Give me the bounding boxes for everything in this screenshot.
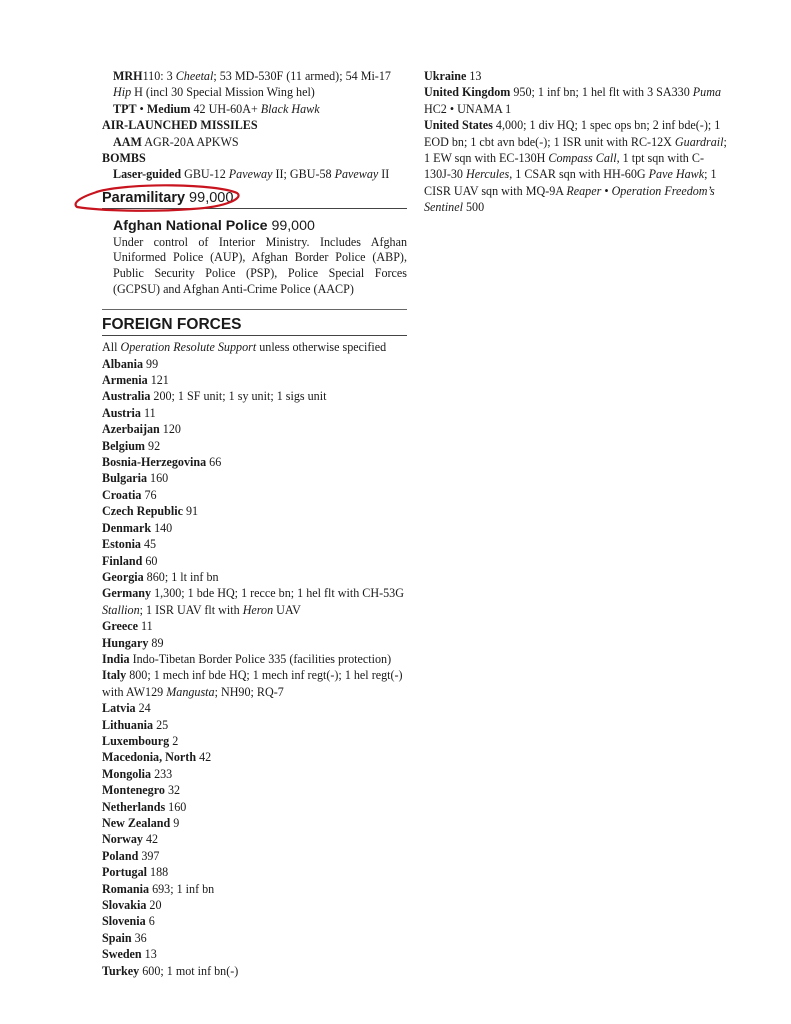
country-detail: 91: [182, 504, 199, 519]
country-detail: 42: [142, 832, 159, 847]
country-detail: Compass Call: [548, 151, 617, 166]
bombs-heading: BOMBS: [102, 151, 146, 166]
country-list-left: [102, 356, 407, 979]
country-entry: [102, 618, 407, 634]
country-detail: 950; 1 inf bn; 1 hel flt with 3 SA330: [510, 85, 693, 100]
country-name: Belgium: [102, 438, 146, 453]
country-detail: HC2 • UNAMA 1: [424, 101, 512, 116]
country-entry: [102, 520, 407, 536]
country-entry: [424, 84, 730, 117]
country-name: Latvia: [102, 701, 136, 716]
tpt-text-2: 42 UH-60A+: [190, 101, 261, 116]
country-entry: [102, 388, 407, 404]
country-entry: [102, 831, 407, 847]
mrh-text-1: 110: 3: [142, 69, 176, 83]
country-detail: 6: [145, 914, 155, 929]
country-name: Slovakia: [102, 898, 147, 913]
country-detail: 233: [151, 766, 173, 781]
country-name: Turkey: [102, 963, 140, 978]
country-name: Finland: [102, 553, 143, 568]
country-detail: 11: [138, 619, 153, 634]
country-detail: 66: [206, 455, 222, 470]
country-detail: ; 1 ISR UAV flt with: [139, 602, 243, 617]
paramilitary-label: Paramilitary: [102, 189, 186, 206]
country-detail: 160: [165, 799, 187, 814]
country-entry: [102, 881, 407, 897]
laser-italic-1: Paveway: [228, 167, 273, 182]
country-name: Netherlands: [102, 799, 166, 814]
country-entry: [102, 782, 407, 798]
country-detail: 600; 1 mot inf bn(-): [139, 963, 239, 978]
country-detail: 140: [151, 520, 173, 535]
country-detail: 45: [140, 537, 157, 552]
country-detail: 76: [141, 487, 157, 502]
country-entry: [102, 766, 407, 782]
paramilitary-heading: [102, 189, 407, 209]
country-entry: [102, 569, 407, 585]
country-name: Austria: [102, 405, 141, 420]
country-name: Sweden: [102, 947, 142, 962]
country-name: India: [102, 651, 130, 666]
anp-number: 99,000: [267, 217, 315, 234]
country-detail: 693; 1 inf bn: [149, 881, 215, 896]
country-entry: [102, 864, 407, 880]
country-entry: [102, 405, 407, 421]
country-detail: Operation Freedom’s Sentinel: [424, 183, 715, 215]
aam-entry: [102, 134, 407, 150]
mrh-italic-1: Cheetal: [175, 69, 214, 83]
country-detail: 92: [145, 438, 161, 453]
intro-pre: All: [102, 340, 121, 355]
section-divider: [102, 309, 407, 310]
country-name: Lithuania: [102, 717, 154, 732]
tpt-entry: [102, 101, 407, 117]
country-entry: [102, 815, 407, 831]
laser-guided-entry: [102, 166, 407, 182]
country-entry: [424, 117, 730, 215]
country-entry: [102, 503, 407, 519]
laser-label: Laser-guided: [113, 167, 182, 182]
country-list-right: [424, 68, 730, 216]
country-name: Armenia: [102, 373, 148, 388]
country-detail: Mangusta: [166, 684, 215, 699]
country-entry: [102, 487, 407, 503]
country-name: Bosnia-Herzegovina: [102, 455, 207, 470]
mrh-text-2: ; 53 MD-530F (11 armed); 54 Mi-17: [213, 69, 391, 83]
country-name: Montenegro: [102, 783, 165, 798]
mrh-text-3: H (incl 30 Special Mission Wing hel): [131, 85, 315, 100]
foreign-forces-intro: [102, 339, 407, 355]
foreign-forces-heading: FOREIGN FORCES: [102, 315, 407, 336]
mrh-label: MRH: [113, 69, 143, 83]
country-entry: [102, 553, 407, 569]
country-name: Estonia: [102, 537, 141, 552]
country-detail: 36: [131, 930, 147, 945]
country-detail: 500: [462, 200, 485, 215]
country-entry: [102, 930, 407, 946]
country-detail: Guardrail: [674, 134, 724, 149]
laser-text-1: GBU-12: [181, 167, 229, 182]
mrh-italic-2: Hip: [113, 85, 132, 100]
tpt-medium-label: Medium: [146, 101, 191, 116]
country-entry: [102, 438, 407, 454]
country-detail: 860; 1 lt inf bn: [143, 569, 219, 584]
country-name: Slovenia: [102, 914, 146, 929]
left-column: [102, 68, 407, 979]
country-detail: 160: [147, 471, 169, 486]
country-detail: Indo-Tibetan Border Police 335 (facilities protection): [129, 651, 392, 666]
country-name: Czech Republic: [102, 504, 183, 519]
mrh-entry: [102, 68, 407, 101]
country-name: Greece: [102, 619, 139, 634]
laser-text-3: II: [378, 167, 390, 182]
anp-description: Under control of Interior Ministry. Includes Afghan Uniformed Police (AUP), Afghan Border Police (ABP), Public Security Police (PSP), Police Special Forces (GCPSU) and Afghan Anti-Crime Police (AACP): [113, 234, 407, 296]
intro-italic: Operation Resolute Support: [120, 340, 257, 355]
country-entry: [102, 848, 407, 864]
country-detail: Hercules: [466, 167, 510, 182]
country-detail: 120: [159, 422, 181, 437]
country-name: Luxembourg: [102, 733, 170, 748]
aam-label: AAM: [113, 134, 142, 149]
country-name: Romania: [102, 881, 150, 896]
country-entry: [102, 585, 407, 618]
country-entry: [102, 536, 407, 552]
country-name: Denmark: [102, 520, 152, 535]
country-detail: 13: [466, 69, 482, 83]
country-name: Poland: [102, 848, 139, 863]
country-entry: [102, 667, 407, 700]
country-detail: , 1 tpt sqn with C-130J-30: [424, 151, 704, 182]
country-name: Croatia: [102, 487, 142, 502]
country-entry: [102, 717, 407, 733]
country-name: New Zealand: [102, 816, 171, 830]
anp-heading: [102, 217, 407, 235]
country-name: Mongolia: [102, 766, 152, 781]
country-name: Macedonia, North: [102, 750, 197, 765]
country-name: United Kingdom: [424, 85, 511, 100]
country-detail: 9: [170, 816, 180, 830]
country-entry: [102, 897, 407, 913]
country-entry: [102, 700, 407, 716]
country-name: Portugal: [102, 865, 148, 880]
country-detail: ; 1 EW sqn with EC-130H: [424, 134, 727, 166]
country-name: Ukraine: [424, 69, 467, 83]
country-detail: ; 1 CISR UAV sqn with MQ-9A: [424, 167, 717, 198]
country-detail: 1,300; 1 bde HQ; 1 recce bn; 1 hel flt with CH-53G: [151, 586, 404, 601]
country-detail: Stallion: [102, 602, 140, 617]
country-entry: [102, 635, 407, 651]
anp-label: Afghan National Police: [113, 217, 268, 234]
country-entry: [424, 68, 730, 84]
country-detail: Heron: [242, 602, 274, 617]
country-entry: [102, 913, 407, 929]
country-entry: [102, 372, 407, 388]
country-entry: [102, 421, 407, 437]
country-detail: 13: [141, 947, 157, 962]
country-detail: Puma: [692, 85, 721, 100]
intro-post: unless otherwise specified: [256, 340, 387, 355]
country-entry: [102, 454, 407, 470]
country-detail: Pave Hawk: [648, 167, 705, 182]
country-entry: [102, 356, 407, 372]
air-launched-missiles-heading: AIR-LAUNCHED MISSILES: [102, 118, 258, 133]
country-name: Italy: [102, 668, 127, 683]
country-detail: UAV: [273, 602, 301, 617]
country-detail: 800; 1 mech inf bde HQ; 1 mech inf regt(-); 1 hel regt(-) with AW129: [102, 668, 403, 699]
country-detail: 32: [164, 783, 181, 798]
country-entry: [102, 470, 407, 486]
tpt-label: TPT: [113, 101, 137, 116]
country-detail: 60: [142, 553, 158, 568]
country-detail: 99: [143, 356, 159, 371]
country-name: Norway: [102, 832, 143, 847]
country-entry: [102, 733, 407, 749]
country-detail: 24: [135, 701, 151, 716]
country-entry: [102, 963, 407, 979]
country-name: Germany: [102, 586, 152, 601]
country-name: Australia: [102, 389, 151, 404]
country-detail: 4,000; 1 div HQ; 1 spec ops bn; 2 inf bde(-); 1 EOD bn; 1 cbt avn bde(-); 1 ISR unit with RC-12X: [424, 118, 721, 149]
laser-italic-2: Paveway: [334, 167, 379, 182]
country-detail: 188: [147, 865, 169, 880]
country-detail: Reaper: [566, 183, 602, 198]
country-detail: 89: [148, 635, 164, 650]
country-name: Spain: [102, 930, 132, 945]
country-detail: •: [601, 183, 612, 198]
country-name: United States: [424, 118, 493, 133]
country-entry: [102, 749, 407, 765]
tpt-text-1: •: [136, 101, 147, 116]
country-detail: 200; 1 SF unit; 1 sy unit; 1 sigs unit: [150, 389, 327, 404]
paramilitary-number: 99,000: [185, 189, 234, 206]
country-detail: 397: [138, 848, 160, 863]
aam-text: AGR-20A APKWS: [141, 134, 239, 149]
country-detail: 42: [196, 750, 212, 765]
country-entry: [102, 946, 407, 962]
country-name: Hungary: [102, 635, 149, 650]
country-detail: 11: [140, 405, 156, 420]
country-name: Bulgaria: [102, 471, 148, 486]
country-detail: 25: [153, 717, 169, 732]
country-entry: [102, 651, 407, 667]
country-detail: 121: [147, 373, 169, 388]
laser-text-2: II; GBU-58: [272, 167, 335, 182]
country-entry: [102, 799, 407, 815]
country-name: Albania: [102, 356, 143, 371]
country-detail: ; NH90; RQ-7: [214, 684, 284, 699]
country-detail: 20: [146, 898, 162, 913]
country-detail: 2: [169, 733, 179, 748]
country-name: Georgia: [102, 569, 144, 584]
country-name: Azerbaijan: [102, 422, 160, 437]
country-detail: , 1 CSAR sqn with HH-60G: [509, 167, 649, 182]
tpt-italic-1: Black Hawk: [260, 101, 320, 116]
right-column: [424, 68, 730, 216]
